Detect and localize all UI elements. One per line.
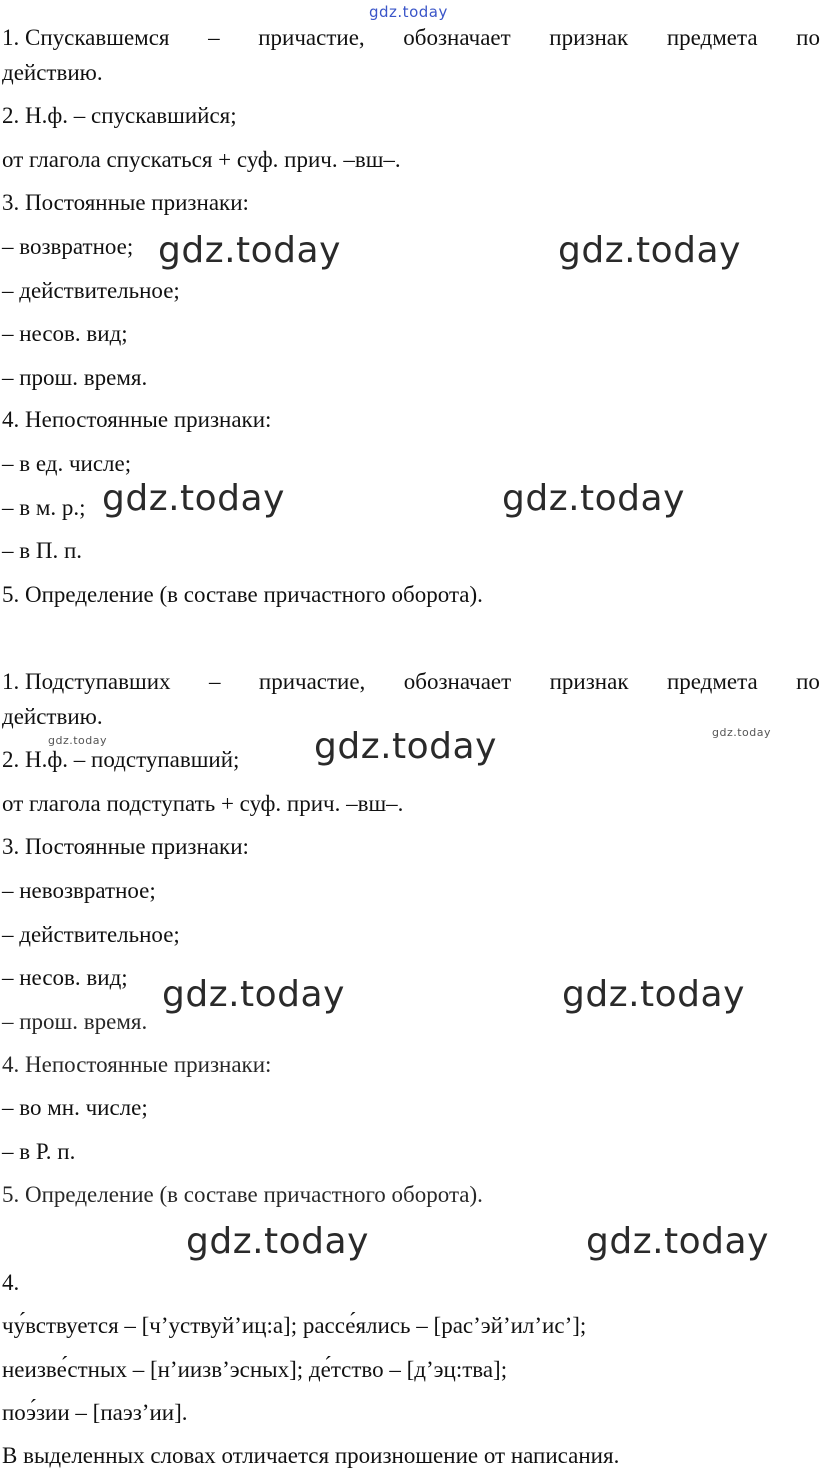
text-line: 5. Определение (в составе причастного оборота). [2, 582, 483, 607]
watermark: gdz.today [314, 726, 497, 767]
text-line: 2. Н.ф. – спускавшийся; [2, 103, 237, 128]
watermark: gdz.today [558, 230, 741, 271]
word: по [796, 25, 820, 50]
text-line: 4. Непостоянные признаки: [2, 1052, 272, 1077]
word: причастие, [258, 25, 365, 50]
watermark: gdz.today [162, 974, 345, 1015]
text-line: действию. [2, 60, 103, 85]
word: обозначает [403, 669, 512, 694]
text-line: 4. Непостоянные признаки: [2, 407, 272, 432]
word: 1. Спускавшемся [2, 25, 170, 50]
word: предмета [666, 25, 758, 50]
text-line: – несов. вид; [2, 321, 128, 346]
text-line: – действительное; [2, 922, 180, 947]
text-line: – в Р. п. [2, 1139, 76, 1164]
watermark-small: gdz.today [48, 734, 108, 747]
text-line: В выделенных словах отличается произношение от написания. [2, 1443, 620, 1468]
watermark-top: gdz.today [369, 3, 448, 21]
word: – [208, 25, 220, 50]
text-line: 5. Определение (в составе причастного оборота). [2, 1182, 483, 1207]
word: предмета [666, 669, 758, 694]
word: признак [549, 669, 629, 694]
text-line: действию. [2, 704, 103, 729]
text-line: – во мн. числе; [2, 1095, 148, 1120]
watermark: gdz.today [102, 478, 285, 519]
word: обозначает [403, 25, 511, 50]
text-line: – несов. вид; [2, 965, 128, 990]
text-line: 3. Постоянные признаки: [2, 190, 249, 215]
watermark-small: gdz.today [712, 726, 772, 739]
text-line: – в ед. числе; [2, 451, 132, 476]
watermark: gdz.today [502, 478, 685, 519]
watermark: gdz.today [186, 1221, 369, 1262]
text-line: – прош. время. [2, 1009, 148, 1034]
watermark: gdz.today [586, 1221, 769, 1262]
word: – [208, 669, 221, 694]
text-line: чу́вствуется – [ч’уствуй’иц:а]; рассе́ялись – [рас’эй’ил’ис’]; [2, 1313, 587, 1338]
word: 1. Подступавших [2, 669, 171, 694]
text-line: 4. [2, 1270, 20, 1295]
paragraph-line [2, 667, 820, 697]
text-line: от глагола спускаться + суф. прич. –вш–. [2, 147, 401, 172]
text-line: – прош. время. [2, 365, 148, 390]
text-line: – невозвратное; [2, 878, 156, 903]
text-line: – в м. р.; [2, 495, 86, 520]
text-line: – возвратное; [2, 234, 134, 259]
text-line: поэ́зии – [паэз’ии]. [2, 1400, 188, 1425]
text-line: 3. Постоянные признаки: [2, 834, 249, 859]
watermark: gdz.today [562, 974, 745, 1015]
word: признак [549, 25, 629, 50]
text-line: от глагола подступать + суф. прич. –вш–. [2, 791, 404, 816]
text-line: – действительное; [2, 278, 180, 303]
text-line: 2. Н.ф. – подступавший; [2, 747, 240, 772]
watermark: gdz.today [158, 230, 341, 271]
word: по [796, 669, 820, 694]
text-line: – в П. п. [2, 538, 83, 563]
text-line: неизве́стных – [н’иизв’эсных]; де́тство – [д’эц:тва]; [2, 1357, 508, 1382]
paragraph-line [2, 23, 820, 53]
word: причастие, [258, 669, 366, 694]
